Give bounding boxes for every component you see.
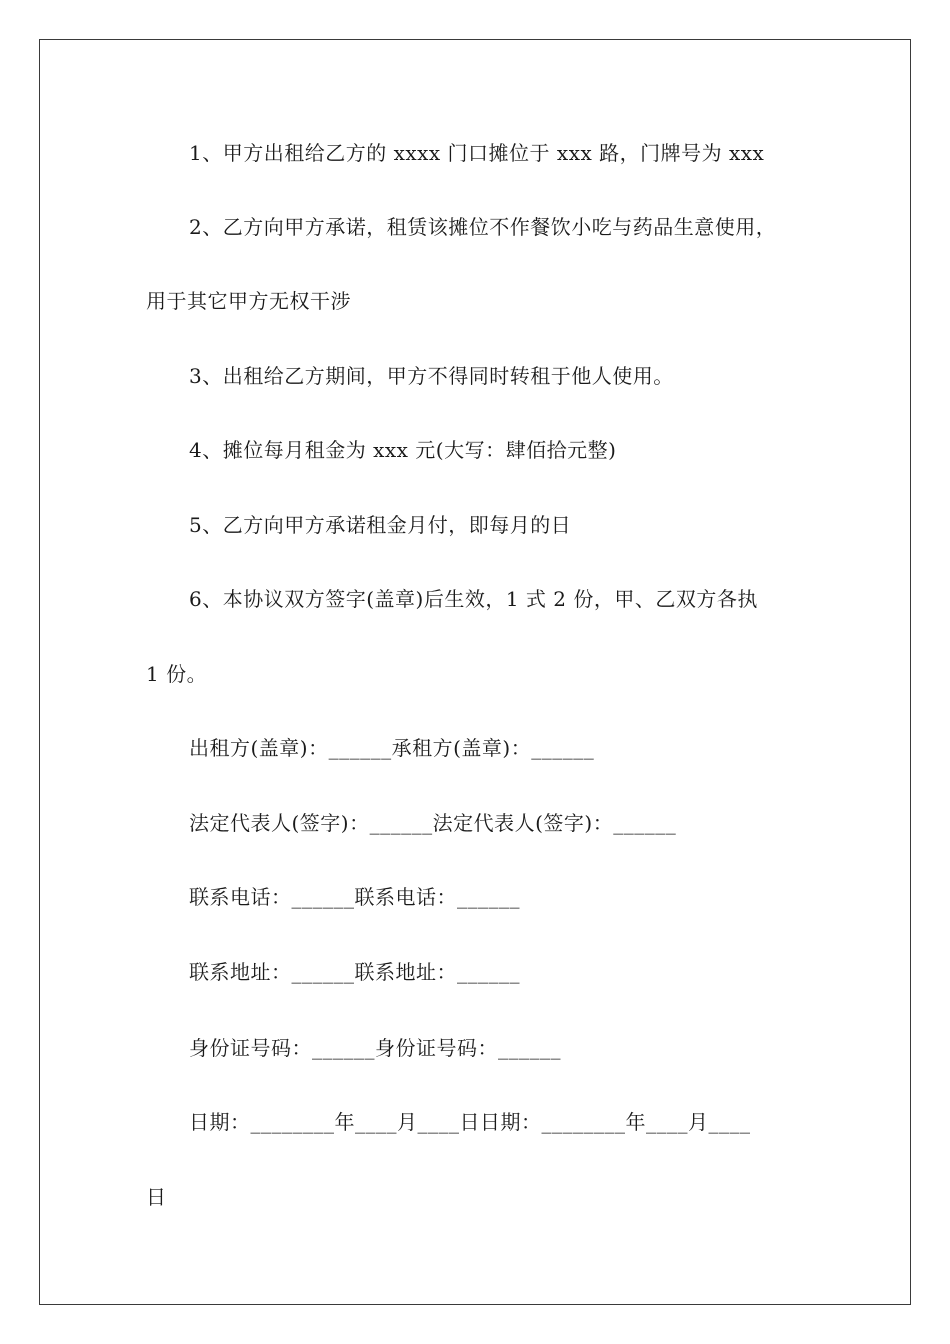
signature-seal-line: 出租方(盖章)：______承租方(盖章)：______ [189, 736, 595, 760]
clause-6: 6、本协议双方签字(盖章)后生效，1 式 2 份，甲、乙双方各执 [189, 587, 758, 611]
id-number-line: 身份证号码：______身份证号码：______ [189, 1036, 561, 1060]
contact-phone-line: 联系电话：______联系电话：______ [189, 885, 520, 909]
contact-address-line: 联系地址：______联系地址：______ [189, 960, 520, 984]
clause-2-continued: 用于其它甲方无权干涉 [146, 289, 351, 313]
clause-5: 5、乙方向甲方承诺租金月付，即每月的日 [189, 513, 572, 537]
clause-6-continued: 1 份。 [146, 662, 208, 686]
date-line-continued: 日 [146, 1185, 167, 1209]
clause-2: 2、乙方向甲方承诺，租赁该摊位不作餐饮小吃与药品生意使用， [189, 215, 777, 239]
date-line: 日期：________年____月____日日期：________年____月____ [189, 1110, 751, 1134]
clause-1: 1、甲方出租给乙方的 xxxx 门口摊位于 xxx 路，门牌号为 xxx [189, 141, 765, 165]
clause-3: 3、出租给乙方期间，甲方不得同时转租于他人使用。 [189, 364, 674, 388]
legal-representative-line: 法定代表人(签字)：______法定代表人(签字)：______ [189, 811, 677, 835]
clause-4: 4、摊位每月租金为 xxx 元(大写：肆佰拾元整) [189, 438, 617, 462]
